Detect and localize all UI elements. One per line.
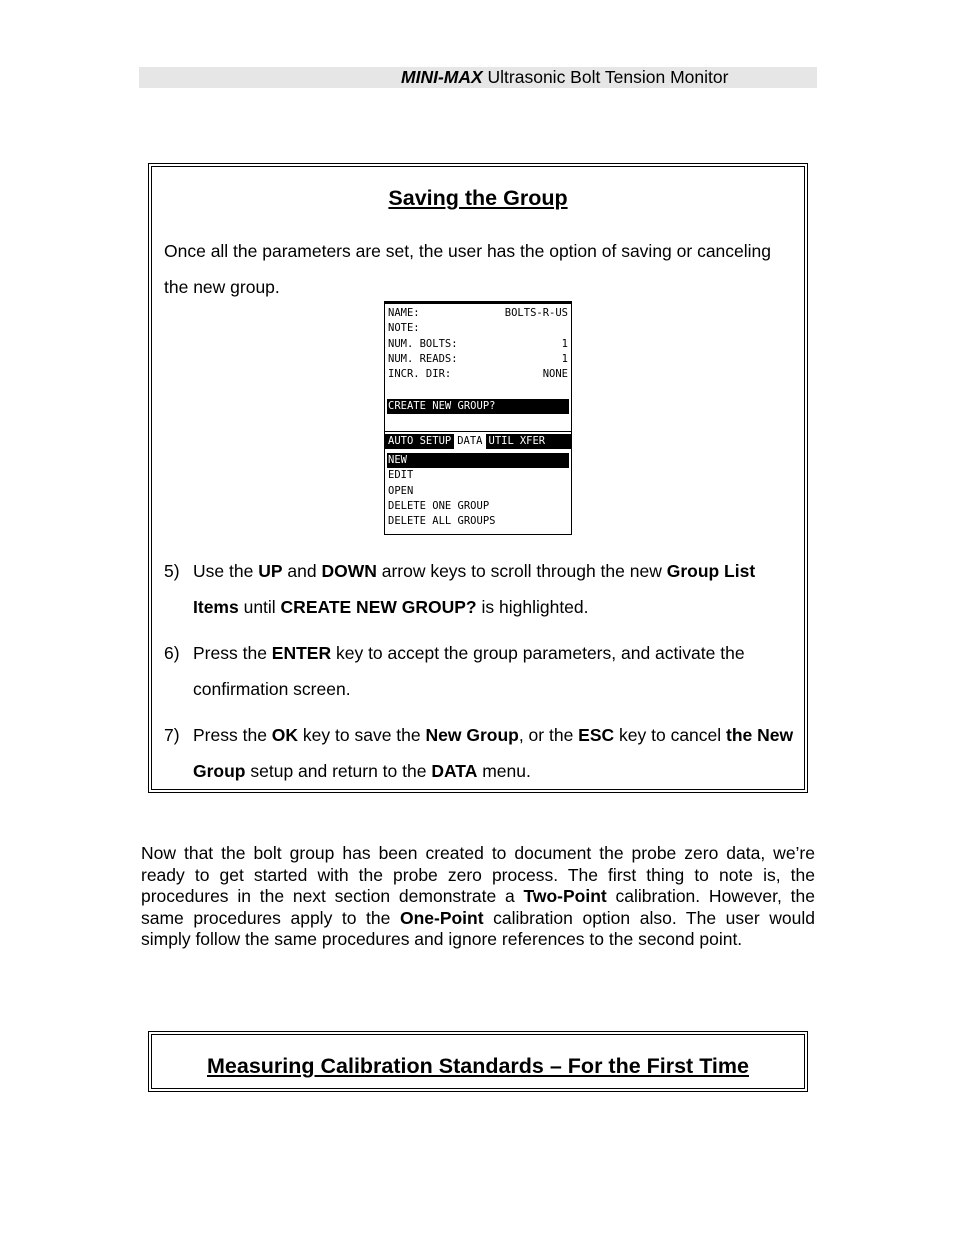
body-paragraph (141, 843, 815, 951)
running-header-text (401, 67, 728, 88)
text-run: is highlighted. (476, 597, 589, 617)
saving-group-box (151, 166, 805, 790)
text-run: calibration option also. The user would simply follow the same procedures and ignore references to the second point. (141, 907, 815, 949)
step-number: 6) (164, 643, 180, 663)
calibration-section-box (151, 1034, 805, 1089)
bold-term: Group List Items (193, 561, 756, 617)
screen-field-label: NUM. BOLTS: (388, 337, 458, 350)
text-run: Use the (193, 561, 259, 581)
bold-term: the New Group (193, 725, 794, 781)
product-name: MINI-MAX (401, 67, 483, 87)
screen-field-value: NONE (542, 368, 568, 381)
screen-field-label: INCR. DIR: (388, 368, 452, 381)
bold-term: ENTER (271, 643, 332, 663)
screen-field-row (387, 352, 569, 367)
screen-menu-label: NEW (388, 454, 407, 466)
screen-divider (385, 431, 571, 432)
screen-field-row (387, 306, 569, 321)
device-screen (384, 301, 572, 535)
screen-tab-bar (385, 434, 571, 449)
text-run: , or the (518, 725, 579, 745)
text-run: calibration. However, the same procedures apply to the (141, 886, 815, 928)
intro-text: Once all the parameters are set, the user has the option of saving or canceling the new group. (164, 241, 772, 297)
screen-tab-data[interactable]: DATA (454, 434, 485, 449)
text-run: Press the (193, 643, 272, 663)
text-run: Press the (193, 725, 272, 745)
text-run: and (282, 561, 322, 581)
text-run: until (238, 597, 281, 617)
text-run: menu. (477, 761, 531, 781)
bold-term: CREATE NEW GROUP? (280, 597, 477, 617)
screen-field-value: 1 (561, 337, 568, 350)
bold-term: OK (271, 725, 299, 745)
screen-menu-item[interactable] (387, 453, 569, 468)
text-run: key to accept the group parameters, and activate the confirmation screen. (193, 643, 745, 699)
screen-menu-label: DELETE ALL GROUPS (388, 515, 496, 528)
text-run: Now that the bolt group has been created to document the probe zero data, we’re ready to get started with the probe zero process. The first thing to note is, the procedures in the next section demonstrate a (141, 843, 815, 906)
screen-menu-item[interactable] (387, 484, 569, 499)
screen-field-row (387, 337, 569, 352)
step-item (164, 717, 794, 789)
screen-menu-item[interactable] (387, 468, 569, 483)
screen-field-label: NAME: (388, 307, 420, 319)
create-group-prompt: CREATE NEW GROUP? (387, 399, 569, 414)
step-list (164, 553, 794, 789)
text-run: key to save the (298, 725, 426, 745)
screen-menu-label: DELETE ONE GROUP (388, 499, 490, 512)
screen-field-row (387, 367, 569, 382)
bold-term: UP (258, 561, 283, 581)
screen-menu-item[interactable] (387, 514, 569, 529)
step-item (164, 635, 794, 707)
screen-field-label: NUM. READS: (388, 352, 458, 365)
screen-tab-auto-setup[interactable]: AUTO SETUP (388, 435, 452, 447)
text-run: key to cancel (614, 725, 727, 745)
bold-term: One-Point (399, 907, 484, 928)
text-run: setup and return to the (245, 761, 432, 781)
bold-term: DATA (431, 761, 478, 781)
running-header (139, 67, 817, 88)
calibration-section-title: Measuring Calibration Standards – For the First Time (207, 1054, 749, 1078)
screen-top-border (385, 302, 571, 304)
bold-term: New Group (425, 725, 519, 745)
step-number: 7) (164, 725, 180, 745)
bold-term: ESC (578, 725, 615, 745)
screen-menu-item[interactable] (387, 499, 569, 514)
screen-tab-util[interactable]: UTIL (488, 435, 514, 447)
screen-field-label: NOTE: (388, 322, 420, 335)
text-run: arrow keys to scroll through the new (376, 561, 667, 581)
product-description: Ultrasonic Bolt Tension Monitor (482, 67, 729, 87)
step-item (164, 553, 794, 625)
bold-term: DOWN (321, 561, 377, 581)
screen-tab-xfer[interactable]: XFER (519, 435, 546, 447)
screen-menu-label: OPEN (388, 484, 414, 497)
step-number: 5) (164, 561, 180, 581)
screen-field-value: 1 (561, 352, 568, 365)
screen-field-row (387, 321, 569, 336)
screen-field-value: BOLTS-R-US (504, 307, 568, 319)
saving-group-title: Saving the Group (388, 186, 568, 210)
bold-term: Two-Point (523, 886, 607, 906)
screen-menu-label: EDIT (388, 469, 414, 482)
